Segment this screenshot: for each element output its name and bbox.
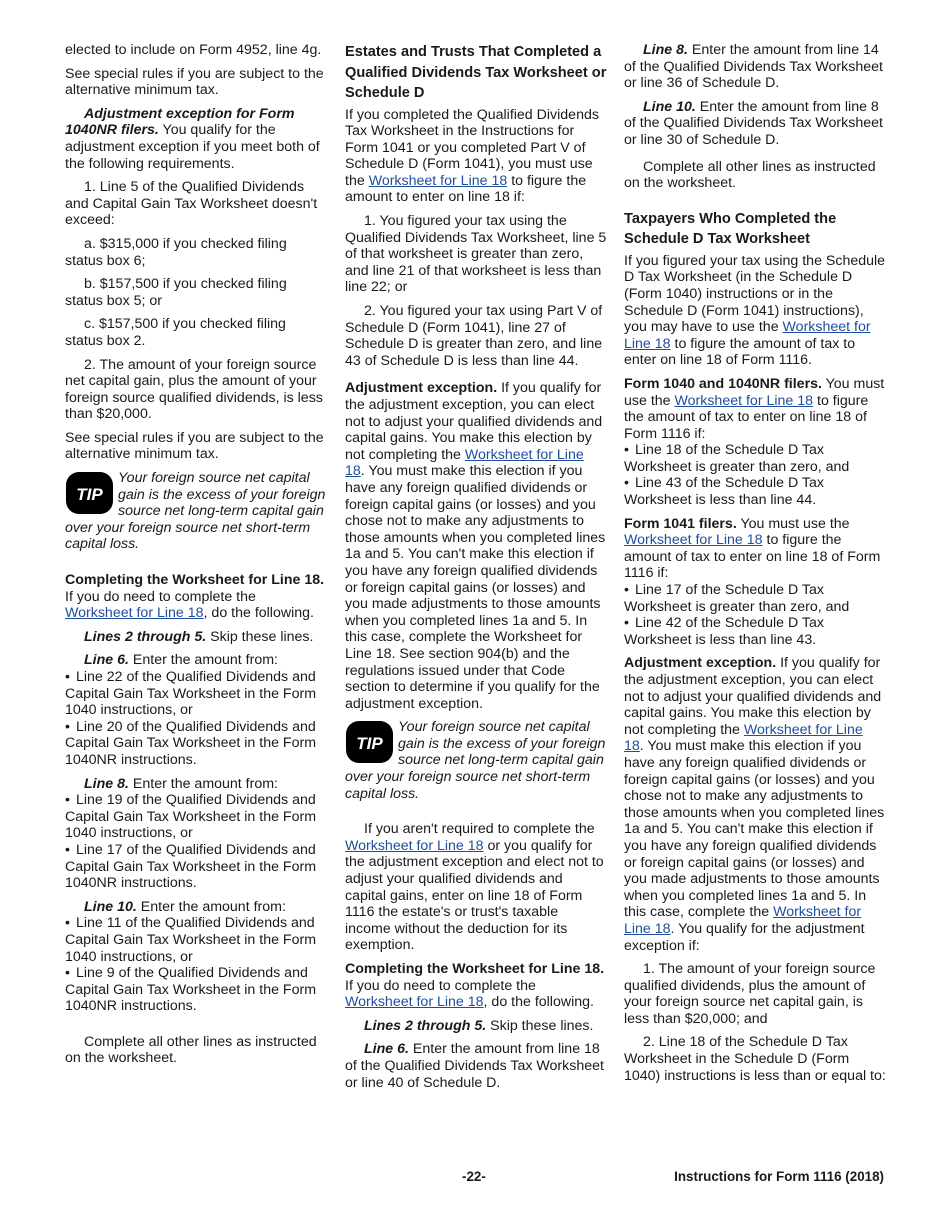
svg-text:TIP: TIP bbox=[76, 485, 103, 505]
bullet-item: • Line 43 of the Schedule D Tax Worksheet is less than line 44. bbox=[624, 475, 886, 508]
requirement-2: 2. The amount of your foreign source net capital gain, plus the amount of your foreign source qualified dividends, is less than $20,000. bbox=[65, 356, 323, 423]
form-1041-filers: Form 1041 filers. You must use the Worksheet for Line 18 to figure the amount of tax to enter on line 18 of Form 1116 if: • Line 17 of the Schedule D Tax Worksheet is greater than zero, and • Line 42 of the Schedule D Tax Worksheet is less than line 43. bbox=[624, 516, 886, 649]
bullet-item: • Line 18 of the Schedule D Tax Worksheet is greater than zero, and bbox=[624, 442, 886, 475]
worksheet-line18-link[interactable]: Worksheet for Line 18 bbox=[624, 721, 863, 755]
section-heading: Estates and Trusts That Completed a Qualified Dividends Tax Worksheet or Schedule D bbox=[345, 44, 607, 101]
lines-2-5: Lines 2 through 5. Skip these lines. bbox=[84, 628, 314, 645]
paragraph: See special rules if you are subject to the alternative minimum tax. bbox=[65, 65, 324, 99]
run-in-heading: Completing the Worksheet for Line 18. bbox=[345, 961, 605, 977]
paragraph: If you aren't required to complete the Worksheet for Line 18 or you qualify for the adjustment exception and elect not to adjust your qualified dividends and capital gains, enter on line 18 of Form 1116 the estate's or trust's taxable income without the deduction for its exemption. bbox=[345, 821, 604, 954]
paragraph: Complete all other lines as instructed on the worksheet. bbox=[65, 1033, 317, 1067]
worksheet-line18-link[interactable]: Worksheet for Line 18 bbox=[624, 532, 763, 549]
svg-text:TIP: TIP bbox=[356, 734, 383, 754]
completing-worksheet: Completing the Worksheet for Line 18. If you do need to complete the Worksheet for Line 18, do the following. bbox=[345, 961, 605, 1011]
paragraph: If you completed the Qualified Dividends Tax Worksheet in the Instructions for Form 1041 or you completed Part V of Schedule D (Form 1041), you must use the Worksheet for Line 18 to figure the amount to enter on line 18 if: bbox=[345, 106, 599, 206]
column-2 bbox=[345, 42, 607, 1098]
tip-box bbox=[345, 719, 607, 802]
run-in-heading: Completing the Worksheet for Line 18. bbox=[65, 572, 325, 589]
bullet-item: • Line 22 of the Qualified Dividends and Capital Gain Tax Worksheet in the Form 1040 instructions, or bbox=[65, 669, 327, 719]
paragraph: elected to include on Form 4952, line 4g. bbox=[65, 42, 322, 58]
paragraph: If you figured your tax using the Schedule D Tax Worksheet (in the Schedule D (Form 1040) instructions or in the Schedule D (Form 1041) instructions), you may have to use the Worksheet for Line 18 to figure the amount of tax to enter on line 18 of Form 1116. bbox=[624, 252, 886, 369]
page-number: -22- bbox=[462, 1169, 486, 1184]
worksheet-line18-link[interactable]: Worksheet for Line 18 bbox=[674, 392, 814, 409]
qualification-2: 2. Line 18 of the Schedule D Tax Worksheet in the Schedule D (Form 1040) instructions is less than or equal to: bbox=[624, 1034, 886, 1084]
bullet-item: • Line 19 of the Qualified Dividends and Capital Gain Tax Worksheet in the Form 1040 instructions, or bbox=[65, 792, 327, 842]
tip-text: Your foreign source net capital gain is the excess of your foreign source net long-term capital gain over your foreign source net short-term capital loss. bbox=[345, 719, 606, 802]
bullet-item: • Line 9 of the Qualified Dividends and Capital Gain Tax Worksheet in the Form 1040NR instructions. bbox=[65, 965, 327, 1015]
line-6-instructions: Line 6. Enter the amount from: • Line 22 of the Qualified Dividends and Capital Gain Tax Worksheet in the Form 1040 instructions, or • Line 20 of the Qualified Dividends and Capital Gain Tax Worksheet in the Form 1040NR instructions. bbox=[65, 652, 327, 768]
run-in-heading: Adjustment exception. bbox=[624, 655, 777, 672]
qualification-1: 1. The amount of your foreign source qualified dividends, plus the amount of your foreign source net capital gain, is less than $20,000; and bbox=[624, 961, 876, 1027]
adjustment-exception-1040nr: Adjustment exception for Form 1040NR filers. You qualify for the adjustment exception if you meet both of the following requirements. bbox=[65, 105, 320, 172]
line-10-instructions: Line 10. Enter the amount from line 8 of the Qualified Dividends Tax Worksheet or line 30 of Schedule D. bbox=[624, 98, 883, 148]
condition-2: 2. You figured your tax using Part V of Schedule D (Form 1041), line 27 of Schedule D is greater than zero, and line 43 of Schedule D is less than line 44. bbox=[345, 303, 603, 369]
bullet-item: • Line 42 of the Schedule D Tax Worksheet is less than line 43. bbox=[624, 615, 886, 648]
line-8-instructions: Line 8. Enter the amount from: • Line 19 of the Qualified Dividends and Capital Gain Tax Worksheet in the Form 1040 instructions, or • Line 17 of the Qualified Dividends and Capital Gain Tax Worksheet in the Form 1040NR instructions. bbox=[65, 776, 327, 892]
run-in-heading: Adjustment exception. bbox=[345, 380, 498, 397]
section-heading: Taxpayers Who Completed the Schedule D Tax Worksheet bbox=[624, 210, 837, 248]
requirement-1a: a. $315,000 if you checked filing status box 6; bbox=[65, 235, 287, 269]
bullet-item: • Line 20 of the Qualified Dividends and Capital Gain Tax Worksheet in the Form 1040NR instructions. bbox=[65, 719, 327, 769]
adjustment-exception: Adjustment exception. If you qualify for the adjustment exception, you can elect not to adjust your qualified dividends and capital gains. You make this election by not completing the Worksheet for Line 18. You must make this election if you have any foreign qualified dividends or foreign capital gains (or losses) and you chose not to make any adjustments to those amounts when you completed lines 1a and 5. You can't make this election if you have any foreign qualified dividends or foreign capital gains (or losses) and you made adjustments to those amounts when you completed lines 1a and 5. In this case, complete the Worksheet for Line 18. See section 904(b) and the regulations issued under that Code section to determine if you qualify for the adjustment exception. bbox=[345, 380, 606, 712]
condition-1: 1. You figured your tax using the Qualified Dividends Tax Worksheet, line 5 of that worksheet is greater than zero, and line 21 of that worksheet is less than line 22; or bbox=[345, 213, 607, 296]
adjustment-exception: Adjustment exception. If you qualify for the adjustment exception, you can elect not to adjust your qualified dividends and capital gains. You make this election by not completing the Worksheet for Line 18. You must make this election if you have any foreign qualified dividends or foreign capital gains (or losses) and you chose not to make any adjustments to those amounts when you completed lines 1a and 5. You can't make this election if you have any foreign qualified dividends or foreign capital gains (or losses) and you made adjustments to those amounts when you completed lines 1a and 5. In this case, complete the Worksheet for Line 18. You qualify for the adjustment exception if: bbox=[624, 655, 885, 954]
tip-text: Your foreign source net capital gain is the excess of your foreign source net long-term capital gain over your foreign source net short-term capital loss. bbox=[65, 470, 326, 553]
requirement-1b: b. $157,500 if you checked filing status box 5; or bbox=[65, 276, 287, 309]
bullet-item: • Line 17 of the Schedule D Tax Worksheet is greater than zero, and bbox=[624, 582, 886, 615]
run-in-heading: Form 1040 and 1040NR filers. bbox=[624, 375, 822, 392]
column-1 bbox=[65, 42, 327, 1074]
completing-worksheet: Completing the Worksheet for Line 18. If you do need to complete the Worksheet for Line 18, do the following. bbox=[65, 572, 325, 622]
tip-icon bbox=[345, 720, 394, 764]
line-8-instructions: Line 8. Enter the amount from line 14 of the Qualified Dividends Tax Worksheet or line 36 of Schedule D. bbox=[624, 42, 883, 92]
tip-icon bbox=[65, 471, 114, 515]
column-3 bbox=[624, 42, 886, 1091]
footer-title: Instructions for Form 1116 (2018) bbox=[674, 1169, 884, 1184]
run-in-heading: Form 1041 filers. bbox=[624, 515, 737, 532]
worksheet-line18-link[interactable]: Worksheet for Line 18 bbox=[345, 994, 484, 1011]
form-1040-filers: Form 1040 and 1040NR filers. You must use the Worksheet for Line 18 to figure the amount of tax to enter on line 18 of Form 1116 if: • Line 18 of the Schedule D Tax Worksheet is greater than zero, and • Line 43 of the Schedule D Tax Worksheet is less than line 44. bbox=[624, 376, 886, 509]
lines-2-5: Lines 2 through 5. Skip these lines. bbox=[364, 1017, 594, 1034]
requirement-1: 1. Line 5 of the Qualified Dividends and Capital Gain Tax Worksheet doesn't exceed: bbox=[65, 179, 318, 229]
run-in-heading: Adjustment exception for Form 1040NR filers. bbox=[65, 105, 295, 139]
line-6-instructions: Line 6. Enter the amount from line 18 of the Qualified Dividends Tax Worksheet or line 40 of Schedule D. bbox=[345, 1041, 604, 1091]
worksheet-line18-link[interactable]: Worksheet for Line 18 bbox=[624, 319, 871, 352]
worksheet-line18-link[interactable]: Worksheet for Line 18 bbox=[65, 605, 204, 622]
worksheet-line18-link[interactable]: Worksheet for Line 18 bbox=[345, 837, 484, 854]
paragraph: See special rules if you are subject to the alternative minimum tax. bbox=[65, 429, 324, 463]
worksheet-line18-link[interactable]: Worksheet for Line 18 bbox=[345, 446, 584, 480]
worksheet-line18-link[interactable]: Worksheet for Line 18 bbox=[624, 904, 862, 937]
paragraph: Complete all other lines as instructed on the worksheet. bbox=[624, 158, 876, 192]
bullet-item: • Line 17 of the Qualified Dividends and Capital Gain Tax Worksheet in the Form 1040NR instructions. bbox=[65, 842, 327, 892]
tip-box bbox=[65, 470, 327, 553]
line-10-instructions: Line 10. Enter the amount from: • Line 11 of the Qualified Dividends and Capital Gain Tax Worksheet in the Form 1040 instructions, or • Line 9 of the Qualified Dividends and Capital Gain Tax Worksheet in the Form 1040NR instructions. bbox=[65, 899, 327, 1015]
requirement-1c: c. $157,500 if you checked filing status box 2. bbox=[65, 316, 286, 349]
bullet-item: • Line 11 of the Qualified Dividends and Capital Gain Tax Worksheet in the Form 1040 instructions, or bbox=[65, 915, 327, 965]
worksheet-line18-link[interactable]: Worksheet for Line 18 bbox=[368, 172, 508, 189]
